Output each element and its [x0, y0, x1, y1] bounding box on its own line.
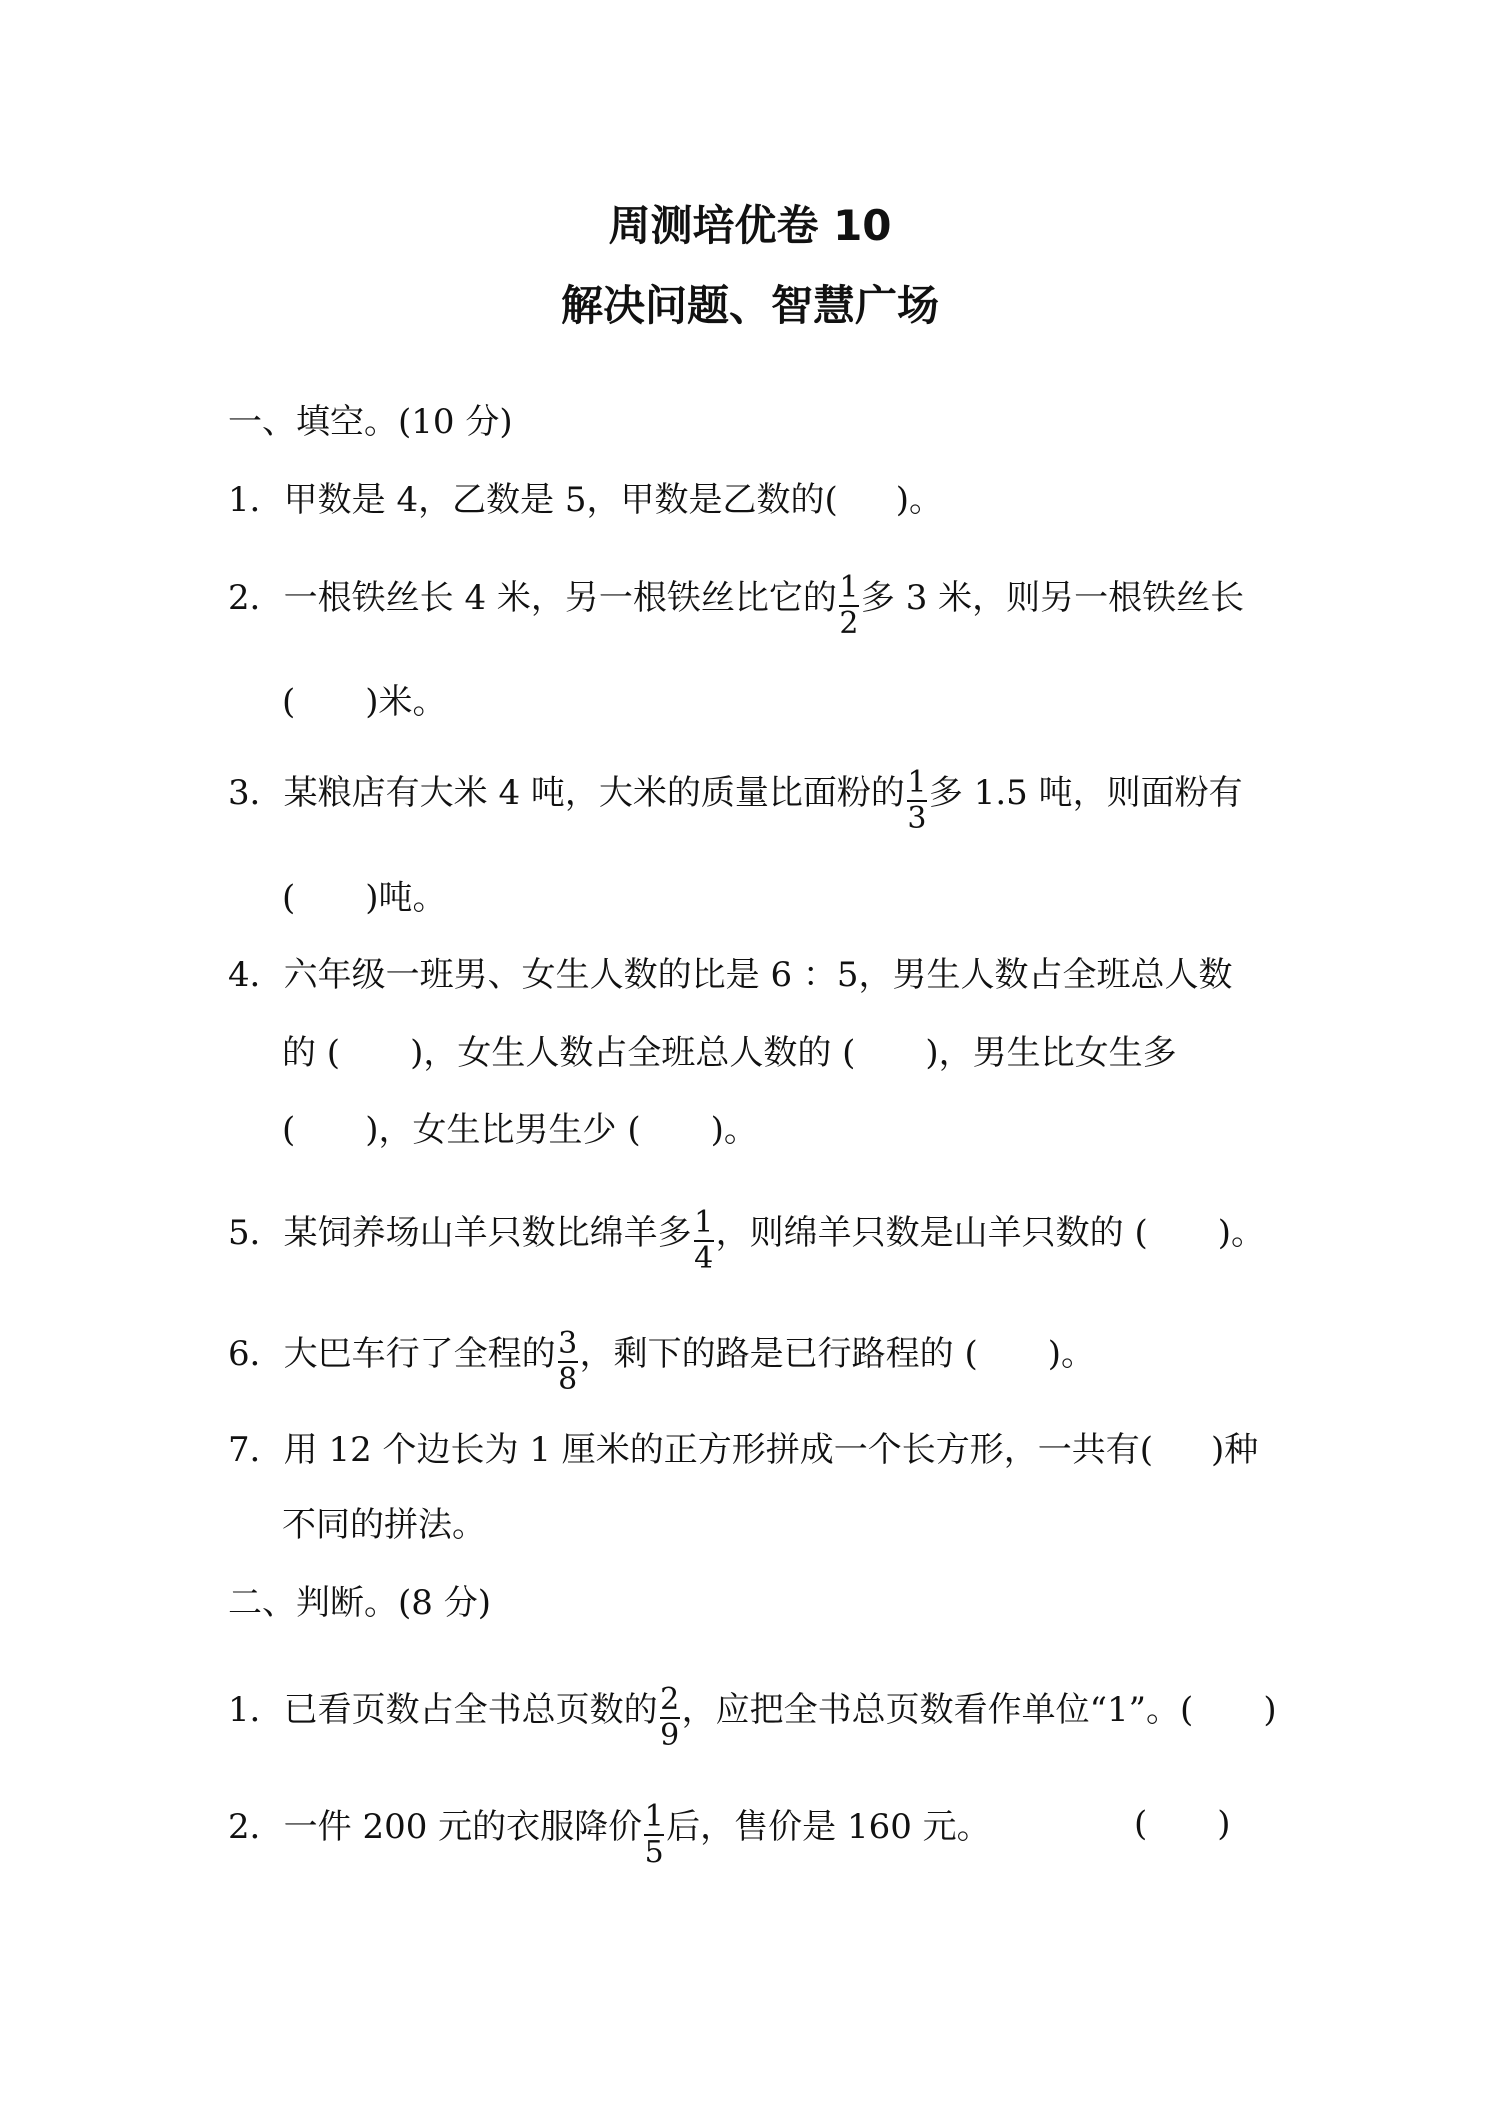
question-number: 3．	[228, 773, 284, 813]
question-text-cont: ，则绵羊只数是山羊只数的 (	[715, 1213, 1148, 1253]
question-number: 2．	[228, 578, 284, 618]
question-1-2	[228, 565, 1280, 641]
question-text-cont: ，应把全书总页数看作单位“1”。(	[681, 1690, 1194, 1730]
fraction	[839, 571, 859, 641]
page-title: 周测培优卷 10	[608, 201, 892, 250]
question-text: 已看页数占全书总页数的	[283, 1690, 658, 1730]
question-1-5	[228, 1200, 1280, 1276]
question-text: )，男生比女生多	[925, 1033, 1177, 1073]
question-text: (	[282, 1110, 296, 1150]
question-number: 5．	[228, 1213, 284, 1253]
page-subtitle: 解决问题、智慧广场	[560, 281, 939, 330]
question-text-end: )。	[1047, 1334, 1095, 1374]
question-number: 7．	[228, 1430, 284, 1470]
question-text: 某粮店有大米 4 吨，大米的质量比面粉的	[283, 773, 905, 813]
fraction-denominator: 9	[660, 1718, 680, 1753]
question-text-cont: 多 3 米，则另一根铁丝长	[860, 578, 1245, 618]
question-text: 大巴车行了全程的	[283, 1334, 556, 1374]
section-heading-true-false: 二、判断。(8 分)	[228, 1583, 491, 1623]
fraction-denominator: 4	[694, 1241, 714, 1276]
question-1-3-line2	[282, 868, 1280, 928]
question-1-7-line2: 不同的拼法。	[282, 1505, 486, 1545]
fraction	[558, 1327, 578, 1397]
question-1-3	[228, 760, 1280, 836]
bracket-close-unit: )吨。	[365, 878, 447, 918]
question-text-end: )。	[1217, 1213, 1265, 1253]
question-1-2-line2	[282, 672, 1280, 732]
question-text-end: )	[1263, 1690, 1277, 1730]
fraction	[644, 1800, 664, 1870]
question-1-7	[228, 1420, 1280, 1480]
question-text: 一件 200 元的衣服降价	[283, 1807, 643, 1847]
fraction-numerator: 2	[660, 1682, 680, 1717]
question-text-cont: 后，售价是 160 元。	[666, 1807, 991, 1847]
fraction-numerator: 1	[694, 1205, 714, 1240]
question-1-1	[228, 470, 1280, 530]
question-2-1	[228, 1677, 1280, 1753]
fraction-numerator: 1	[839, 570, 859, 605]
question-number: 1．	[228, 480, 284, 520]
question-text: 甲数是 4，乙数是 5，甲数是乙数的(	[283, 480, 838, 520]
bracket-open: (	[282, 878, 296, 918]
question-text: 六年级一班男、女生人数的比是 6 ：5，男生人数占全班总人数	[283, 955, 1233, 995]
question-1-4-line2	[282, 1023, 1280, 1083]
section-heading-fill-blank: 一、填空。(10 分)	[228, 402, 513, 442]
fraction-denominator: 5	[644, 1835, 664, 1870]
question-text: 某饲养场山羊只数比绵羊多	[283, 1213, 692, 1253]
question-number: 2．	[228, 1807, 284, 1847]
question-1-6	[228, 1321, 1280, 1397]
fraction-denominator: 8	[558, 1362, 578, 1397]
fraction-denominator: 2	[839, 606, 859, 641]
fraction	[907, 766, 927, 836]
question-2-2	[228, 1794, 1280, 1870]
fraction-denominator: 3	[907, 801, 927, 836]
question-text-end: )。	[895, 480, 944, 520]
question-text: 一根铁丝长 4 米，另一根铁丝比它的	[283, 578, 837, 618]
fraction-numerator: 1	[644, 1799, 664, 1834]
question-1-4	[228, 945, 1280, 1005]
question-text-cont: 多 1.5 吨，则面粉有	[928, 773, 1243, 813]
bracket-open: (	[282, 682, 296, 722]
question-text: )，女生比男生少 (	[365, 1110, 641, 1150]
bracket-open: (	[1134, 1804, 1148, 1844]
question-text-cont: ，剩下的路是已行路程的 (	[579, 1334, 978, 1374]
bracket-close-unit: )米。	[365, 682, 447, 722]
question-text: 的 (	[282, 1033, 341, 1073]
question-number: 1．	[228, 1690, 284, 1730]
fraction	[694, 1206, 714, 1276]
question-text: 用 12 个边长为 1 厘米的正方形拼成一个长方形，一共有(	[283, 1430, 1154, 1470]
fraction-numerator: 1	[907, 765, 927, 800]
question-text-cont: )种	[1211, 1430, 1259, 1470]
question-number: 4．	[228, 955, 284, 995]
fraction	[660, 1683, 680, 1753]
question-1-4-line3	[282, 1100, 1280, 1160]
bracket-close: )	[1217, 1804, 1231, 1844]
fraction-numerator: 3	[558, 1326, 578, 1361]
question-text: )。	[710, 1110, 758, 1150]
question-text: )，女生人数占全班总人数的 (	[410, 1033, 856, 1073]
question-number: 6．	[228, 1334, 284, 1374]
judgment-bracket	[1134, 1794, 1231, 1854]
